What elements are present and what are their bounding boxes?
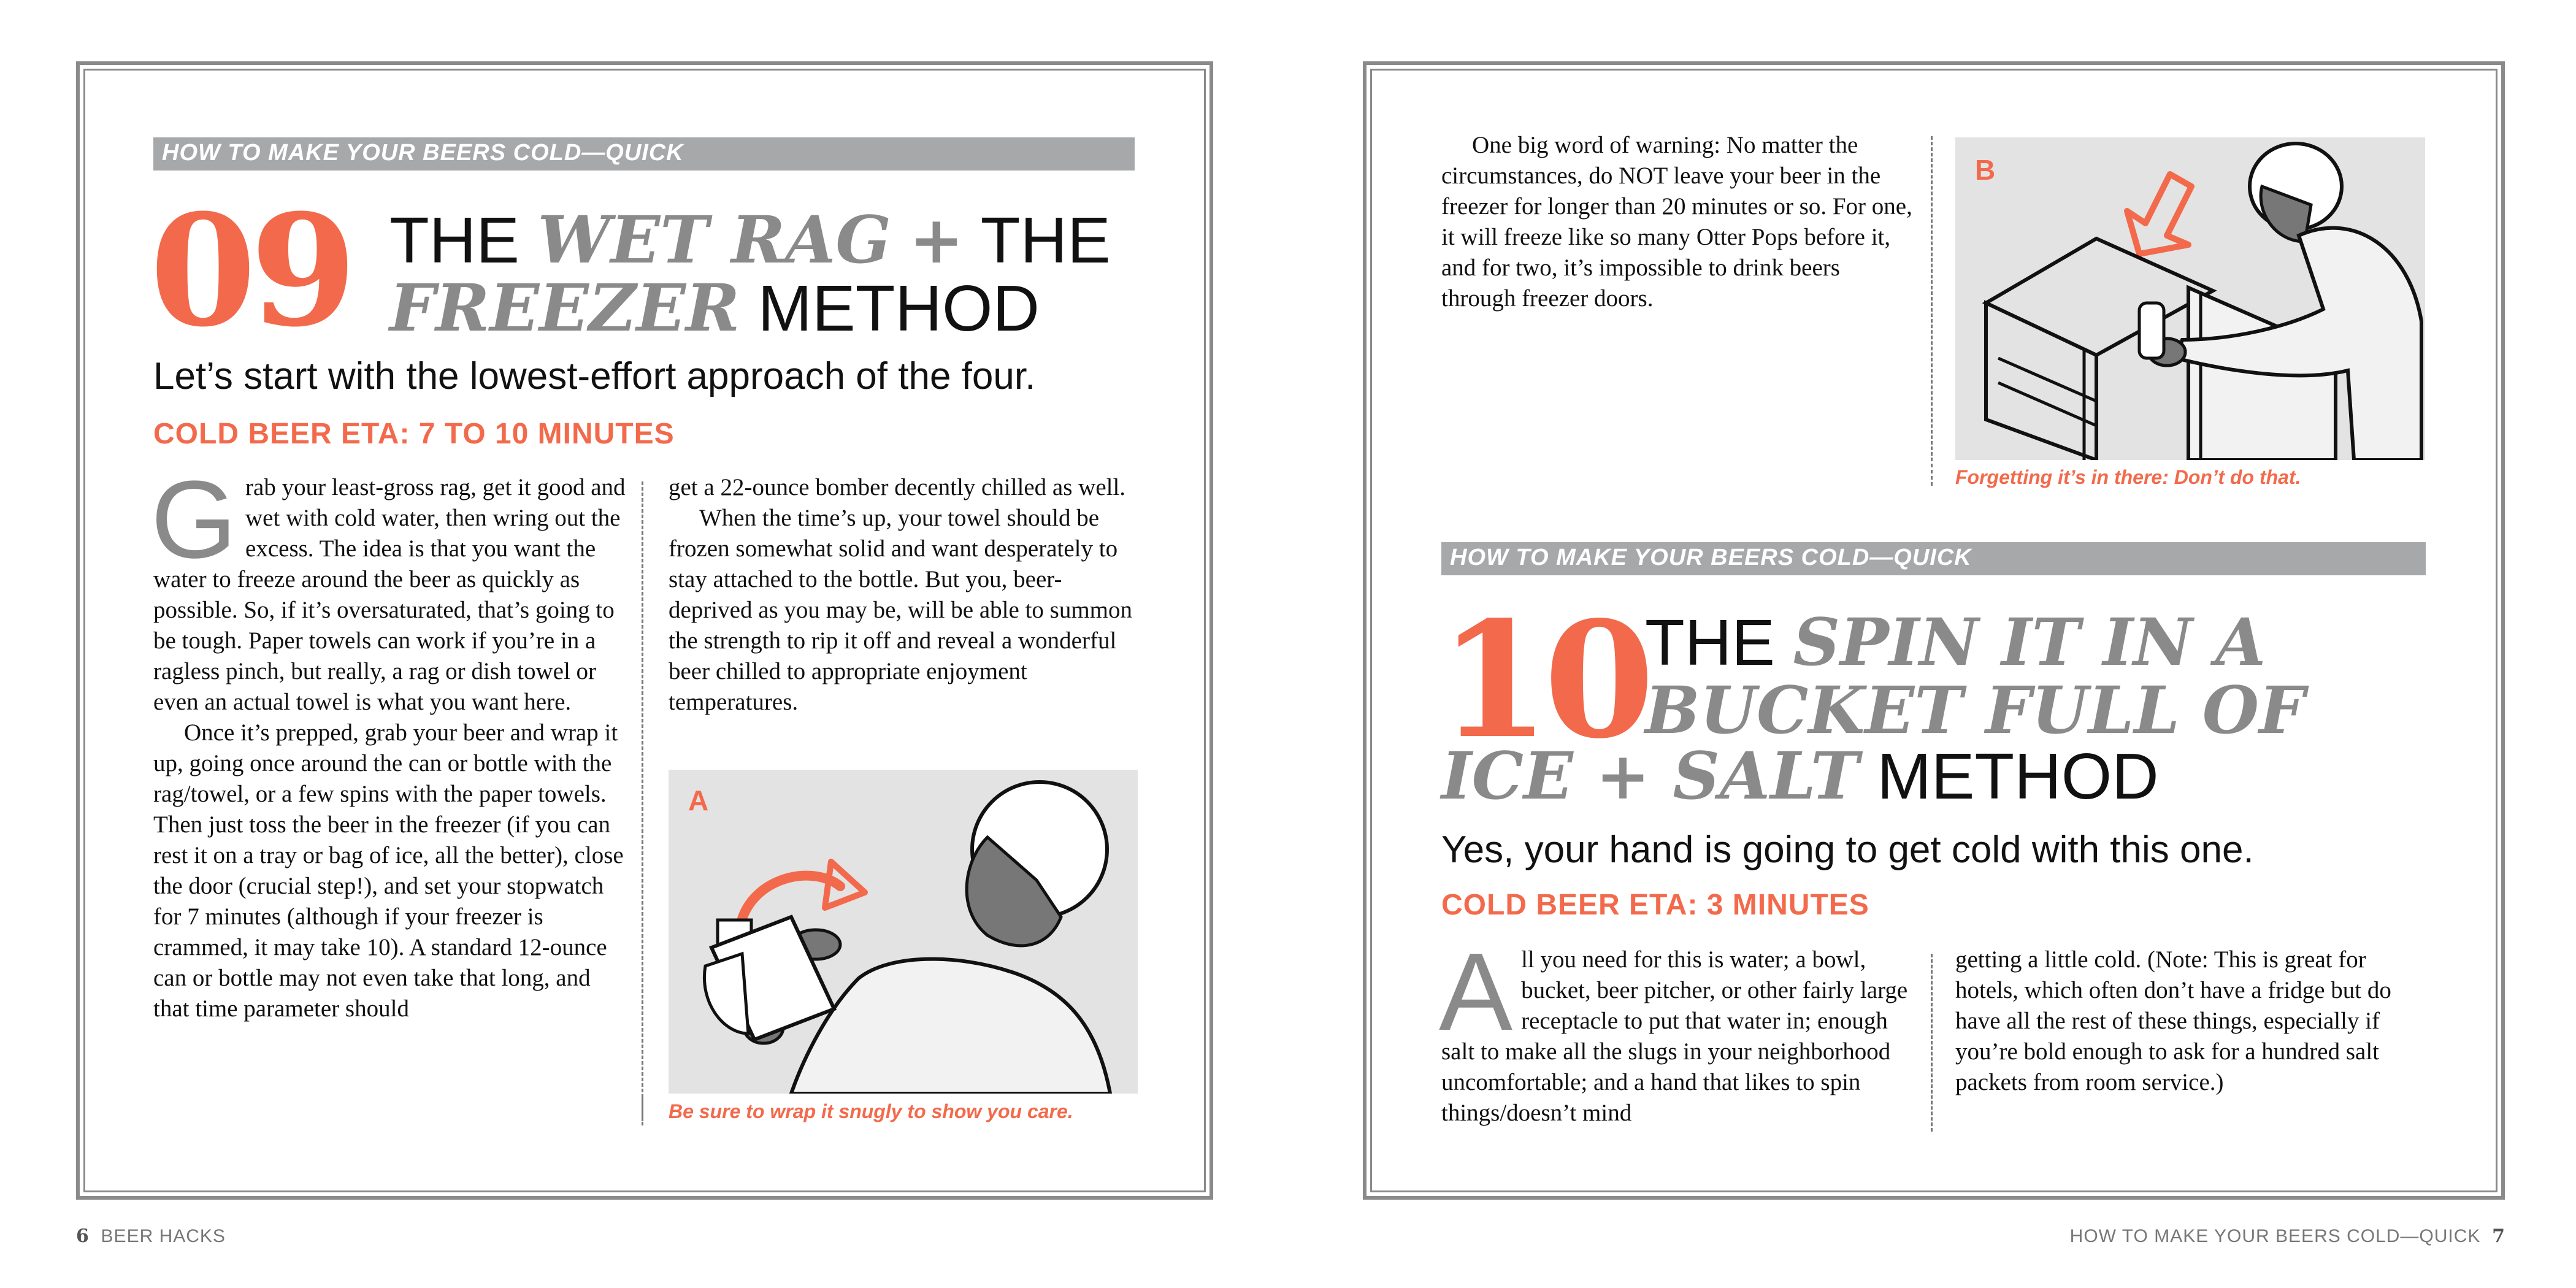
illustration-label: A: [688, 784, 709, 816]
drop-cap: G: [151, 458, 237, 581]
method-title: [1645, 604, 2442, 748]
illustration-b: [1955, 137, 2425, 460]
caption-rule: [642, 1098, 643, 1121]
paragraph: Once it’s prepped, grab your beer and wrap it up, going once around the can or bottle with the rag/towel, or a few spins with the paper towels. Then just toss the beer in the freezer (if you can rest it on a tray or bag of ice, all the better), close the door (crucial step!), and set your stopwatch for 7 minutes (although if your freezer is crammed, it may take 10). A standard 12-ounce can or bottle may not even take that long, and that time parameter should: [153, 719, 624, 1022]
method-title-line3: [1441, 737, 2423, 814]
title-word: THE: [389, 204, 519, 277]
paragraph: rab your least-gross rag, get it good and wet with cold water, then wring out the excess. The idea is that you want the water to freeze around the beer as quickly as possible. So, if it’s oversaturated, that’s going to be tough. Paper towels can work if you’re in a ragless pinch, but really, a rag or dish towel or even an actual towel is what you want here.: [153, 474, 626, 715]
section-band: HOW TO MAKE YOUR BEERS COLD—QUICK: [153, 137, 1135, 171]
body-column-1: [151, 458, 626, 1024]
method-number: 10: [1439, 587, 1649, 774]
warning-paragraph: [1441, 130, 1920, 314]
title-highlight: SPIN IT IN A: [1793, 604, 2266, 680]
paragraph: getting a little cold. (Note: This is great for hotels, which often don’t have a fridge but do have all the rest of these things, especially if you’re bold enough to ask for a hundred salt packets from room service.): [1955, 946, 2391, 1095]
cold-beer-eta: COLD BEER ETA: 7 TO 10 MINUTES: [153, 418, 675, 450]
column-divider: [1931, 954, 1933, 1132]
page-number: 6: [76, 1225, 90, 1247]
illustration-a: [669, 770, 1138, 1094]
body-column-1: [1439, 930, 1914, 1129]
method-number: 09: [150, 180, 351, 361]
body-column-2: [1955, 945, 2428, 1098]
caption-rule: [1931, 464, 1933, 486]
method-subtitle: Yes, your hand is going to get cold with this one.: [1441, 829, 2254, 871]
illustration-caption: Be sure to wrap it snugly to show you care.: [669, 1100, 1073, 1122]
left-footer: [76, 1225, 226, 1247]
body-column-2: [669, 472, 1141, 718]
title-highlight: FREEZER: [389, 269, 740, 346]
paragraph: get a 22-ounce bomber decently chilled as well.: [669, 474, 1126, 500]
page-number: 7: [2492, 1225, 2505, 1247]
running-head: BEER HACKS: [101, 1226, 226, 1246]
method-subtitle: Let’s start with the lowest-effort approach of the four.: [153, 355, 1036, 397]
paragraph: ll you need for this is water; a bowl, bucket, beer pitcher, or other fairly large receptacle to put that water in; enough salt to make all the slugs in your neighborhood uncomfortable; and a hand that likes to spin things/doesn’t mind: [1441, 946, 1908, 1126]
title-word: THE: [980, 204, 1111, 277]
title-highlight: BUCKET FULL OF: [1645, 672, 2306, 748]
paragraph: When the time’s up, your towel should be frozen somewhat solid and want desperately to stay attached to the bottle. But you, beer-deprived as you may be, will be able to summon the strength to rip it off and reveal a wonderful beer chilled to appropriate enjoyment temperatures.: [669, 505, 1133, 715]
drop-cap: A: [1439, 930, 1513, 1054]
title-plus: +: [909, 202, 964, 278]
illustration-caption: Forgetting it’s in there: Don’t do that.: [1955, 466, 2301, 488]
section-band: HOW TO MAKE YOUR BEERS COLD—QUICK: [1441, 542, 2426, 575]
column-divider: [1931, 136, 1933, 461]
title-highlight: WET RAG: [537, 201, 891, 278]
title-highlight: ICE + SALT: [1441, 737, 1859, 814]
title-word: METHOD: [1877, 740, 2159, 813]
column-divider: [642, 481, 643, 1125]
title-word: THE: [1645, 607, 1775, 679]
freezer-illustration: [1955, 137, 2425, 460]
running-head: HOW TO MAKE YOUR BEERS COLD—QUICK: [2069, 1226, 2481, 1246]
paragraph: One big word of warning: No matter the circumstances, do NOT leave your beer in the freezer for longer than 20 minutes or so. For one, it will freeze like so many Otter Pops before it, and for two, it’s impossible to drink beers through freezer doors.: [1441, 132, 1912, 312]
wrap-beer-illustration: [669, 770, 1138, 1094]
method-title: [389, 201, 1150, 346]
right-footer: [2070, 1225, 2505, 1247]
title-word: METHOD: [757, 272, 1040, 345]
illustration-label: B: [1975, 154, 1996, 186]
cold-beer-eta: COLD BEER ETA: 3 MINUTES: [1441, 889, 1869, 921]
